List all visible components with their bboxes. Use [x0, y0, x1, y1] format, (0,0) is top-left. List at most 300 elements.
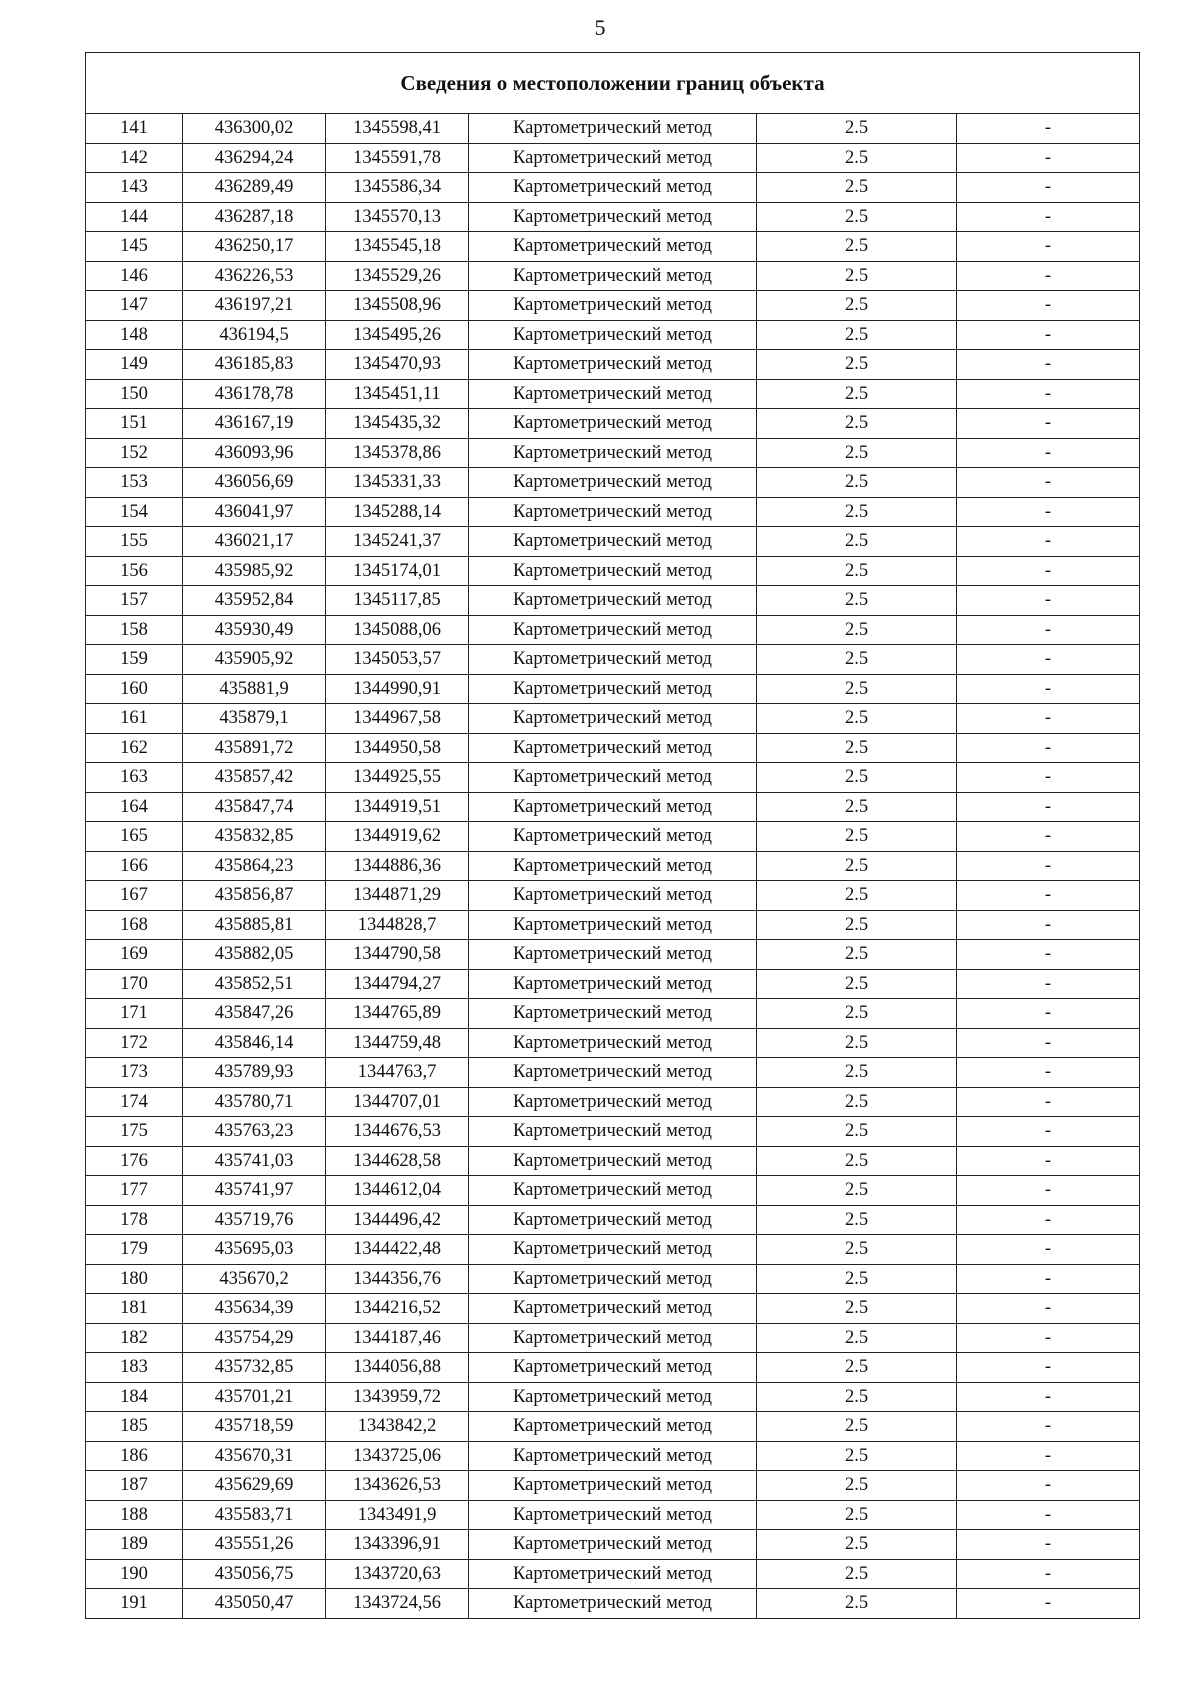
method-cell: Картометрический метод — [469, 114, 757, 144]
accuracy-cell: 2.5 — [757, 1382, 957, 1412]
description-cell: - — [957, 438, 1140, 468]
y-coordinate-cell: 1344356,76 — [326, 1264, 469, 1294]
description-cell: - — [957, 261, 1140, 291]
method-cell: Картометрический метод — [469, 1500, 757, 1530]
table-title-row — [86, 53, 1140, 114]
method-cell: Картометрический метод — [469, 733, 757, 763]
accuracy-cell: 2.5 — [757, 291, 957, 321]
table-row — [86, 615, 1140, 645]
point-number-cell: 145 — [86, 232, 183, 262]
method-cell: Картометрический метод — [469, 202, 757, 232]
description-cell: - — [957, 320, 1140, 350]
x-coordinate-cell: 436093,96 — [183, 438, 326, 468]
description-cell: - — [957, 1264, 1140, 1294]
method-cell: Картометрический метод — [469, 1559, 757, 1589]
accuracy-cell: 2.5 — [757, 1500, 957, 1530]
point-number-cell: 147 — [86, 291, 183, 321]
description-cell: - — [957, 556, 1140, 586]
accuracy-cell: 2.5 — [757, 556, 957, 586]
table-row — [86, 792, 1140, 822]
description-cell: - — [957, 1146, 1140, 1176]
method-cell: Картометрический метод — [469, 438, 757, 468]
accuracy-cell: 2.5 — [757, 1441, 957, 1471]
description-cell: - — [957, 851, 1140, 881]
table-row — [86, 350, 1140, 380]
description-cell: - — [957, 1294, 1140, 1324]
y-coordinate-cell: 1345053,57 — [326, 645, 469, 675]
x-coordinate-cell: 436056,69 — [183, 468, 326, 498]
point-number-cell: 157 — [86, 586, 183, 616]
accuracy-cell: 2.5 — [757, 438, 957, 468]
y-coordinate-cell: 1344763,7 — [326, 1058, 469, 1088]
point-number-cell: 148 — [86, 320, 183, 350]
y-coordinate-cell: 1344828,7 — [326, 910, 469, 940]
accuracy-cell: 2.5 — [757, 1264, 957, 1294]
y-coordinate-cell: 1344187,46 — [326, 1323, 469, 1353]
description-cell: - — [957, 615, 1140, 645]
y-coordinate-cell: 1345545,18 — [326, 232, 469, 262]
table-row — [86, 1294, 1140, 1324]
method-cell: Картометрический метод — [469, 143, 757, 173]
point-number-cell: 143 — [86, 173, 183, 203]
x-coordinate-cell: 435629,69 — [183, 1471, 326, 1501]
x-coordinate-cell: 435789,93 — [183, 1058, 326, 1088]
method-cell: Картометрический метод — [469, 910, 757, 940]
y-coordinate-cell: 1344759,48 — [326, 1028, 469, 1058]
y-coordinate-cell: 1343720,63 — [326, 1559, 469, 1589]
point-number-cell: 171 — [86, 999, 183, 1029]
table-row — [86, 1382, 1140, 1412]
accuracy-cell: 2.5 — [757, 704, 957, 734]
x-coordinate-cell: 435864,23 — [183, 851, 326, 881]
point-number-cell: 174 — [86, 1087, 183, 1117]
description-cell: - — [957, 1382, 1140, 1412]
method-cell: Картометрический метод — [469, 1146, 757, 1176]
accuracy-cell: 2.5 — [757, 999, 957, 1029]
point-number-cell: 191 — [86, 1589, 183, 1619]
description-cell: - — [957, 173, 1140, 203]
accuracy-cell: 2.5 — [757, 586, 957, 616]
y-coordinate-cell: 1344765,89 — [326, 999, 469, 1029]
y-coordinate-cell: 1345570,13 — [326, 202, 469, 232]
table-row — [86, 1471, 1140, 1501]
point-number-cell: 161 — [86, 704, 183, 734]
point-number-cell: 156 — [86, 556, 183, 586]
method-cell: Картометрический метод — [469, 497, 757, 527]
accuracy-cell: 2.5 — [757, 379, 957, 409]
accuracy-cell: 2.5 — [757, 645, 957, 675]
point-number-cell: 184 — [86, 1382, 183, 1412]
x-coordinate-cell: 435056,75 — [183, 1559, 326, 1589]
table-row — [86, 527, 1140, 557]
description-cell: - — [957, 1235, 1140, 1265]
y-coordinate-cell: 1345435,32 — [326, 409, 469, 439]
method-cell: Картометрический метод — [469, 1205, 757, 1235]
method-cell: Картометрический метод — [469, 1235, 757, 1265]
accuracy-cell: 2.5 — [757, 143, 957, 173]
point-number-cell: 182 — [86, 1323, 183, 1353]
x-coordinate-cell: 435952,84 — [183, 586, 326, 616]
x-coordinate-cell: 435695,03 — [183, 1235, 326, 1265]
point-number-cell: 169 — [86, 940, 183, 970]
description-cell: - — [957, 1412, 1140, 1442]
method-cell: Картометрический метод — [469, 615, 757, 645]
method-cell: Картометрический метод — [469, 1117, 757, 1147]
point-number-cell: 166 — [86, 851, 183, 881]
method-cell: Картометрический метод — [469, 969, 757, 999]
x-coordinate-cell: 435732,85 — [183, 1353, 326, 1383]
table-row — [86, 674, 1140, 704]
y-coordinate-cell: 1344871,29 — [326, 881, 469, 911]
description-cell: - — [957, 379, 1140, 409]
x-coordinate-cell: 435718,59 — [183, 1412, 326, 1442]
point-number-cell: 188 — [86, 1500, 183, 1530]
y-coordinate-cell: 1344496,42 — [326, 1205, 469, 1235]
method-cell: Картометрический метод — [469, 350, 757, 380]
accuracy-cell: 2.5 — [757, 497, 957, 527]
x-coordinate-cell: 435670,31 — [183, 1441, 326, 1471]
description-cell: - — [957, 586, 1140, 616]
method-cell: Картометрический метод — [469, 792, 757, 822]
method-cell: Картометрический метод — [469, 556, 757, 586]
table-row — [86, 1500, 1140, 1530]
method-cell: Картометрический метод — [469, 232, 757, 262]
table-row — [86, 173, 1140, 203]
x-coordinate-cell: 436197,21 — [183, 291, 326, 321]
point-number-cell: 186 — [86, 1441, 183, 1471]
x-coordinate-cell: 435847,74 — [183, 792, 326, 822]
method-cell: Картометрический метод — [469, 763, 757, 793]
method-cell: Картометрический метод — [469, 940, 757, 970]
y-coordinate-cell: 1344790,58 — [326, 940, 469, 970]
description-cell: - — [957, 1559, 1140, 1589]
table-body — [86, 53, 1140, 1619]
point-number-cell: 173 — [86, 1058, 183, 1088]
description-cell: - — [957, 940, 1140, 970]
point-number-cell: 175 — [86, 1117, 183, 1147]
table-row — [86, 497, 1140, 527]
method-cell: Картометрический метод — [469, 1087, 757, 1117]
accuracy-cell: 2.5 — [757, 851, 957, 881]
description-cell: - — [957, 969, 1140, 999]
x-coordinate-cell: 435634,39 — [183, 1294, 326, 1324]
x-coordinate-cell: 435852,51 — [183, 969, 326, 999]
point-number-cell: 183 — [86, 1353, 183, 1383]
description-cell: - — [957, 704, 1140, 734]
point-number-cell: 165 — [86, 822, 183, 852]
y-coordinate-cell: 1345117,85 — [326, 586, 469, 616]
x-coordinate-cell: 436185,83 — [183, 350, 326, 380]
method-cell: Картометрический метод — [469, 1441, 757, 1471]
accuracy-cell: 2.5 — [757, 468, 957, 498]
accuracy-cell: 2.5 — [757, 1294, 957, 1324]
accuracy-cell: 2.5 — [757, 1028, 957, 1058]
method-cell: Картометрический метод — [469, 1294, 757, 1324]
table-row — [86, 586, 1140, 616]
table-row — [86, 1117, 1140, 1147]
accuracy-cell: 2.5 — [757, 822, 957, 852]
accuracy-cell: 2.5 — [757, 1235, 957, 1265]
table-row — [86, 438, 1140, 468]
accuracy-cell: 2.5 — [757, 1559, 957, 1589]
point-number-cell: 176 — [86, 1146, 183, 1176]
point-number-cell: 172 — [86, 1028, 183, 1058]
x-coordinate-cell: 435857,42 — [183, 763, 326, 793]
table-row — [86, 1441, 1140, 1471]
description-cell: - — [957, 1117, 1140, 1147]
description-cell: - — [957, 645, 1140, 675]
method-cell: Картометрический метод — [469, 586, 757, 616]
accuracy-cell: 2.5 — [757, 1146, 957, 1176]
table-row — [86, 940, 1140, 970]
point-number-cell: 185 — [86, 1412, 183, 1442]
method-cell: Картометрический метод — [469, 881, 757, 911]
x-coordinate-cell: 435670,2 — [183, 1264, 326, 1294]
description-cell: - — [957, 350, 1140, 380]
accuracy-cell: 2.5 — [757, 910, 957, 940]
x-coordinate-cell: 435780,71 — [183, 1087, 326, 1117]
y-coordinate-cell: 1345529,26 — [326, 261, 469, 291]
table-row — [86, 851, 1140, 881]
table-row — [86, 1530, 1140, 1560]
method-cell: Картометрический метод — [469, 468, 757, 498]
x-coordinate-cell: 435583,71 — [183, 1500, 326, 1530]
method-cell: Картометрический метод — [469, 291, 757, 321]
point-number-cell: 170 — [86, 969, 183, 999]
description-cell: - — [957, 881, 1140, 911]
accuracy-cell: 2.5 — [757, 1353, 957, 1383]
description-cell: - — [957, 114, 1140, 144]
y-coordinate-cell: 1344886,36 — [326, 851, 469, 881]
table-row — [86, 1235, 1140, 1265]
table-row — [86, 202, 1140, 232]
point-number-cell: 159 — [86, 645, 183, 675]
point-number-cell: 190 — [86, 1559, 183, 1589]
x-coordinate-cell: 436300,02 — [183, 114, 326, 144]
y-coordinate-cell: 1345470,93 — [326, 350, 469, 380]
point-number-cell: 149 — [86, 350, 183, 380]
method-cell: Картометрический метод — [469, 645, 757, 675]
y-coordinate-cell: 1344676,53 — [326, 1117, 469, 1147]
point-number-cell: 154 — [86, 497, 183, 527]
method-cell: Картометрический метод — [469, 999, 757, 1029]
method-cell: Картометрический метод — [469, 851, 757, 881]
method-cell: Картометрический метод — [469, 704, 757, 734]
accuracy-cell: 2.5 — [757, 881, 957, 911]
point-number-cell: 160 — [86, 674, 183, 704]
x-coordinate-cell: 435741,03 — [183, 1146, 326, 1176]
x-coordinate-cell: 435741,97 — [183, 1176, 326, 1206]
boundary-coordinates-table — [85, 52, 1140, 1619]
x-coordinate-cell: 435847,26 — [183, 999, 326, 1029]
y-coordinate-cell: 1343959,72 — [326, 1382, 469, 1412]
x-coordinate-cell: 435551,26 — [183, 1530, 326, 1560]
x-coordinate-cell: 435930,49 — [183, 615, 326, 645]
y-coordinate-cell: 1344919,62 — [326, 822, 469, 852]
method-cell: Картометрический метод — [469, 1058, 757, 1088]
table-row — [86, 556, 1140, 586]
table-row — [86, 261, 1140, 291]
accuracy-cell: 2.5 — [757, 615, 957, 645]
point-number-cell: 153 — [86, 468, 183, 498]
x-coordinate-cell: 435701,21 — [183, 1382, 326, 1412]
accuracy-cell: 2.5 — [757, 261, 957, 291]
method-cell: Картометрический метод — [469, 379, 757, 409]
page-number: 5 — [594, 15, 606, 40]
x-coordinate-cell: 435885,81 — [183, 910, 326, 940]
point-number-cell: 189 — [86, 1530, 183, 1560]
x-coordinate-cell: 435719,76 — [183, 1205, 326, 1235]
y-coordinate-cell: 1343626,53 — [326, 1471, 469, 1501]
point-number-cell: 177 — [86, 1176, 183, 1206]
description-cell: - — [957, 468, 1140, 498]
y-coordinate-cell: 1345241,37 — [326, 527, 469, 557]
x-coordinate-cell: 435882,05 — [183, 940, 326, 970]
point-number-cell: 142 — [86, 143, 183, 173]
method-cell: Картометрический метод — [469, 1028, 757, 1058]
table-row — [86, 1058, 1140, 1088]
accuracy-cell: 2.5 — [757, 1412, 957, 1442]
y-coordinate-cell: 1344422,48 — [326, 1235, 469, 1265]
point-number-cell: 179 — [86, 1235, 183, 1265]
point-number-cell: 155 — [86, 527, 183, 557]
description-cell: - — [957, 1589, 1140, 1619]
y-coordinate-cell: 1345378,86 — [326, 438, 469, 468]
x-coordinate-cell: 436167,19 — [183, 409, 326, 439]
table-row — [86, 910, 1140, 940]
description-cell: - — [957, 1087, 1140, 1117]
description-cell: - — [957, 1530, 1140, 1560]
table-row — [86, 763, 1140, 793]
table-row — [86, 881, 1140, 911]
table-row — [86, 1589, 1140, 1619]
y-coordinate-cell: 1343396,91 — [326, 1530, 469, 1560]
table-row — [86, 114, 1140, 144]
table-row — [86, 1087, 1140, 1117]
x-coordinate-cell: 436178,78 — [183, 379, 326, 409]
method-cell: Картометрический метод — [469, 674, 757, 704]
y-coordinate-cell: 1345591,78 — [326, 143, 469, 173]
accuracy-cell: 2.5 — [757, 792, 957, 822]
table-title: Сведения о местоположении границ объекта — [86, 53, 1140, 114]
y-coordinate-cell: 1345288,14 — [326, 497, 469, 527]
description-cell: - — [957, 674, 1140, 704]
y-coordinate-cell: 1344628,58 — [326, 1146, 469, 1176]
accuracy-cell: 2.5 — [757, 173, 957, 203]
x-coordinate-cell: 435881,9 — [183, 674, 326, 704]
method-cell: Картометрический метод — [469, 1530, 757, 1560]
description-cell: - — [957, 1471, 1140, 1501]
y-coordinate-cell: 1344216,52 — [326, 1294, 469, 1324]
point-number-cell: 168 — [86, 910, 183, 940]
table-row — [86, 999, 1140, 1029]
table-row — [86, 379, 1140, 409]
point-number-cell: 152 — [86, 438, 183, 468]
table-row — [86, 969, 1140, 999]
point-number-cell: 187 — [86, 1471, 183, 1501]
x-coordinate-cell: 436250,17 — [183, 232, 326, 262]
y-coordinate-cell: 1345174,01 — [326, 556, 469, 586]
table-row — [86, 320, 1140, 350]
description-cell: - — [957, 733, 1140, 763]
description-cell: - — [957, 232, 1140, 262]
point-number-cell: 181 — [86, 1294, 183, 1324]
x-coordinate-cell: 435832,85 — [183, 822, 326, 852]
table-row — [86, 468, 1140, 498]
table-row — [86, 1264, 1140, 1294]
y-coordinate-cell: 1345495,26 — [326, 320, 469, 350]
y-coordinate-cell: 1345586,34 — [326, 173, 469, 203]
description-cell: - — [957, 1353, 1140, 1383]
point-number-cell: 141 — [86, 114, 183, 144]
table-row — [86, 822, 1140, 852]
point-number-cell: 164 — [86, 792, 183, 822]
table-row — [86, 1028, 1140, 1058]
accuracy-cell: 2.5 — [757, 1323, 957, 1353]
method-cell: Картометрический метод — [469, 1353, 757, 1383]
point-number-cell: 151 — [86, 409, 183, 439]
method-cell: Картометрический метод — [469, 1323, 757, 1353]
method-cell: Картометрический метод — [469, 1471, 757, 1501]
description-cell: - — [957, 1058, 1140, 1088]
accuracy-cell: 2.5 — [757, 1176, 957, 1206]
description-cell: - — [957, 1028, 1140, 1058]
y-coordinate-cell: 1345598,41 — [326, 114, 469, 144]
method-cell: Картометрический метод — [469, 1589, 757, 1619]
x-coordinate-cell: 435905,92 — [183, 645, 326, 675]
table-row — [86, 1205, 1140, 1235]
point-number-cell: 144 — [86, 202, 183, 232]
description-cell: - — [957, 497, 1140, 527]
point-number-cell: 150 — [86, 379, 183, 409]
y-coordinate-cell: 1343724,56 — [326, 1589, 469, 1619]
accuracy-cell: 2.5 — [757, 350, 957, 380]
point-number-cell: 163 — [86, 763, 183, 793]
method-cell: Картометрический метод — [469, 1382, 757, 1412]
method-cell: Картометрический метод — [469, 1412, 757, 1442]
accuracy-cell: 2.5 — [757, 114, 957, 144]
accuracy-cell: 2.5 — [757, 1058, 957, 1088]
accuracy-cell: 2.5 — [757, 1205, 957, 1235]
accuracy-cell: 2.5 — [757, 1117, 957, 1147]
description-cell: - — [957, 910, 1140, 940]
accuracy-cell: 2.5 — [757, 1087, 957, 1117]
x-coordinate-cell: 436041,97 — [183, 497, 326, 527]
accuracy-cell: 2.5 — [757, 1589, 957, 1619]
accuracy-cell: 2.5 — [757, 202, 957, 232]
x-coordinate-cell: 435856,87 — [183, 881, 326, 911]
accuracy-cell: 2.5 — [757, 527, 957, 557]
description-cell: - — [957, 1176, 1140, 1206]
method-cell: Картометрический метод — [469, 409, 757, 439]
x-coordinate-cell: 435879,1 — [183, 704, 326, 734]
y-coordinate-cell: 1345451,11 — [326, 379, 469, 409]
x-coordinate-cell: 435050,47 — [183, 1589, 326, 1619]
method-cell: Картометрический метод — [469, 320, 757, 350]
x-coordinate-cell: 436226,53 — [183, 261, 326, 291]
point-number-cell: 180 — [86, 1264, 183, 1294]
point-number-cell: 178 — [86, 1205, 183, 1235]
table-row — [86, 1146, 1140, 1176]
table-row — [86, 1559, 1140, 1589]
description-cell: - — [957, 822, 1140, 852]
x-coordinate-cell: 435763,23 — [183, 1117, 326, 1147]
table-row — [86, 1323, 1140, 1353]
description-cell: - — [957, 792, 1140, 822]
y-coordinate-cell: 1343842,2 — [326, 1412, 469, 1442]
point-number-cell: 162 — [86, 733, 183, 763]
accuracy-cell: 2.5 — [757, 320, 957, 350]
